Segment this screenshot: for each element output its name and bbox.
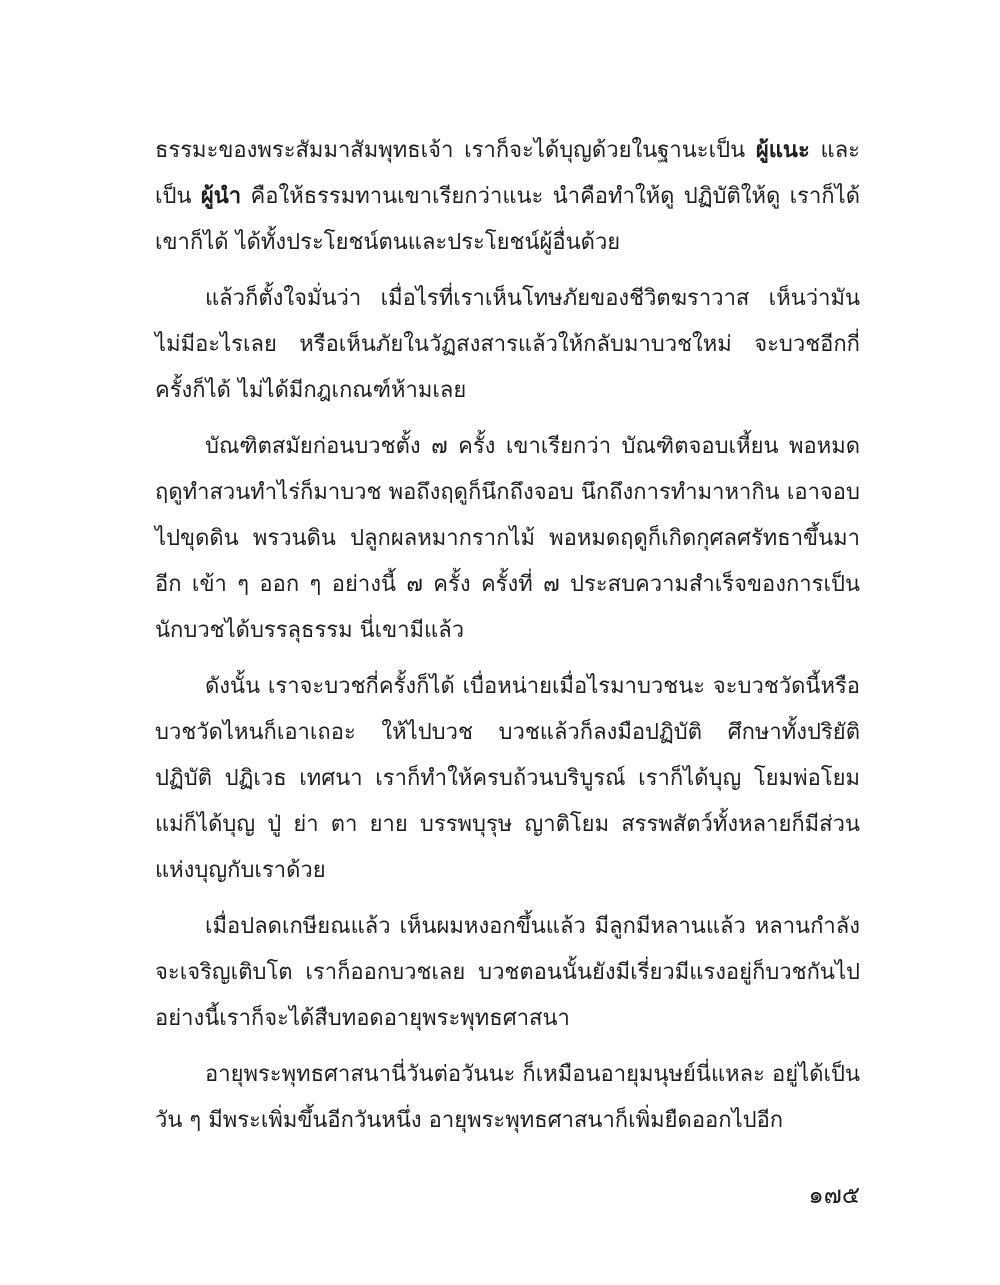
page-number: ๑๗๕ [808,1181,860,1209]
paragraph-4: ดังนั้น เราจะบวชกี่ครั้งก็ได้ เบื่อหน่ายเมื่อไรมาบวชนะ จะบวชวัดนี้หรือบวชวัดไหนก็เอาเถอะ ให้ไปบวช บวชแล้วก็ลงมือปฏิบัติ ศึกษาทั้งปริยัติ ปฏิบัติ ปฏิเวธ เทศนา เราก็ทำให้ครบถ้วนบริบูรณ์ เราก็ได้บุญ โยมพ่อโยมแม่ก็ได้บุญ ปู่ ย่า ตา ยาย บรรพบุรุษ ญาติโยม สรรพสัตว์ทั้งหลายก็มีส่วนแห่งบุญกับเราด้วย [155,674,860,883]
paragraph-3: บัณฑิตสมัยก่อนบวชตั้ง ๗ ครั้ง เขาเรียกว่า บัณฑิตจอบเหี้ยน พอหมดฤดูทำสวนทำไร่ก็มาบวช พอถึงฤดูก็นึกถึงจอบ นึกถึงการทำมาหากิน เอาจอบไปขุดดิน พรวนดิน ปลูกผลหมากรากไม้ พอหมดฤดูก็เกิดกุศลศรัทธาขึ้นมาอีก เข้า ๆ ออก ๆ อย่างนี้ ๗ ครั้ง ครั้งที่ ๗ ประสบความสำเร็จของการเป็นนักบวชได้บรรลุธรรม นี่เขามีแล้ว [155,434,860,643]
paragraph-1 [155,128,860,266]
paragraph-5: เมื่อปลดเกษียณแล้ว เห็นผมหงอกขึ้นแล้ว มีลูกมีหลานแล้ว หลานกำลังจะเจริญเติบโต เราก็ออกบวชเลย บวชตอนนั้นยังมีเรี่ยวมีแรงอยู่ก็บวชกันไป อย่างนี้เราก็จะได้สืบทอดอายุพระพุทธศาสนา [155,914,860,1031]
page-body [155,128,860,1154]
paragraph-1-text-e: คือให้ธรรมทานเขาเรียกว่าแนะ นำคือทำให้ดู ปฏิบัติให้ดู เราก็ได้ เขาก็ได้ ได้ทั้งประโยชน์ตนและประโยชน์ผู้อื่นด้วย [155,184,860,255]
paragraph-1-text-a: ธรรมะของพระสัมมาสัมพุทธเจ้า เราก็จะได้บุญด้วยในฐานะเป็น [155,138,756,163]
term-phu-nae: ผู้แนะ [755,138,810,163]
paragraph-6: อายุพระพุทธศาสนานี่วันต่อวันนะ ก็เหมือนอายุมนุษย์นี่แหละ อยู่ได้เป็นวัน ๆ มีพระเพิ่มขึ้นอีกวันหนึ่ง อายุพระพุทธศาสนาก็เพิ่มยืดออกไปอีก [155,1062,860,1133]
paragraph-2: แล้วก็ตั้งใจมั่นว่า เมื่อไรที่เราเห็นโทษภัยของชีวิตฆราวาส เห็นว่ามันไม่มีอะไรเลย หรือเห็นภัยในวัฏสงสารแล้วให้กลับมาบวชใหม่ จะบวชอีกกี่ครั้งก็ได้ ไม่ได้มีกฎเกณฑ์ห้ามเลย [155,286,860,403]
term-phu-nam: ผู้นำ [200,184,242,209]
paragraph-1-text-c: และเป็น [155,138,860,209]
